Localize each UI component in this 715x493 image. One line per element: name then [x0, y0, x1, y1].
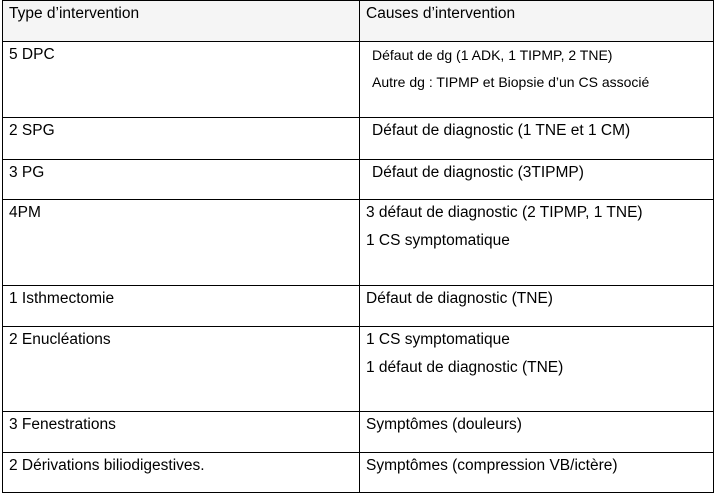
table-row: [3, 286, 714, 327]
row-type: 2 Enucléations: [3, 327, 360, 412]
cause-line: Défaut de diagnostic (1 TNE et 1 CM): [372, 122, 631, 139]
table-row: [3, 200, 714, 286]
row-type: 5 DPC: [3, 42, 360, 118]
row-causes: [360, 412, 714, 453]
intervention-table: [2, 0, 714, 493]
row-causes: [360, 286, 714, 327]
cause-line: Défaut de dg (1 ADK, 1 TIPMP, 2 TNE): [372, 47, 613, 63]
cause-line: Symptômes (compression VB/ictère): [366, 457, 618, 474]
row-type: 3 PG: [3, 160, 360, 200]
row-causes: [360, 118, 714, 160]
header-type: Type d’intervention: [3, 1, 360, 42]
table-header-row: [3, 1, 714, 42]
table-row: [3, 118, 714, 160]
cause-line: 1 CS symptomatique: [366, 331, 510, 348]
cause-line: 1 CS symptomatique: [366, 232, 510, 249]
cause-line: 1 défaut de diagnostic (TNE): [366, 359, 564, 376]
row-type: 4PM: [3, 200, 360, 286]
cause-line: Symptômes (douleurs): [366, 416, 522, 433]
row-causes: [360, 42, 714, 118]
table-row: [3, 42, 714, 118]
cause-line: Défaut de diagnostic (TNE): [366, 290, 553, 307]
row-type: 3 Fenestrations: [3, 412, 360, 453]
table-row: [3, 412, 714, 453]
cause-line: Défaut de diagnostic (3TIPMP): [372, 164, 584, 181]
row-causes: [360, 327, 714, 412]
cause-line: Autre dg : TIPMP et Biopsie d’un CS associé: [372, 74, 650, 90]
row-causes: [360, 200, 714, 286]
table-row: [3, 453, 714, 493]
header-causes: Causes d’intervention: [360, 1, 714, 42]
table-row: [3, 160, 714, 200]
table-row: [3, 327, 714, 412]
cause-line: 3 défaut de diagnostic (2 TIPMP, 1 TNE): [366, 204, 643, 221]
row-type: 1 Isthmectomie: [3, 286, 360, 327]
row-type: 2 SPG: [3, 118, 360, 160]
row-causes: [360, 160, 714, 200]
row-type: 2 Dérivations biliodigestives.: [3, 453, 360, 493]
row-causes: [360, 453, 714, 493]
